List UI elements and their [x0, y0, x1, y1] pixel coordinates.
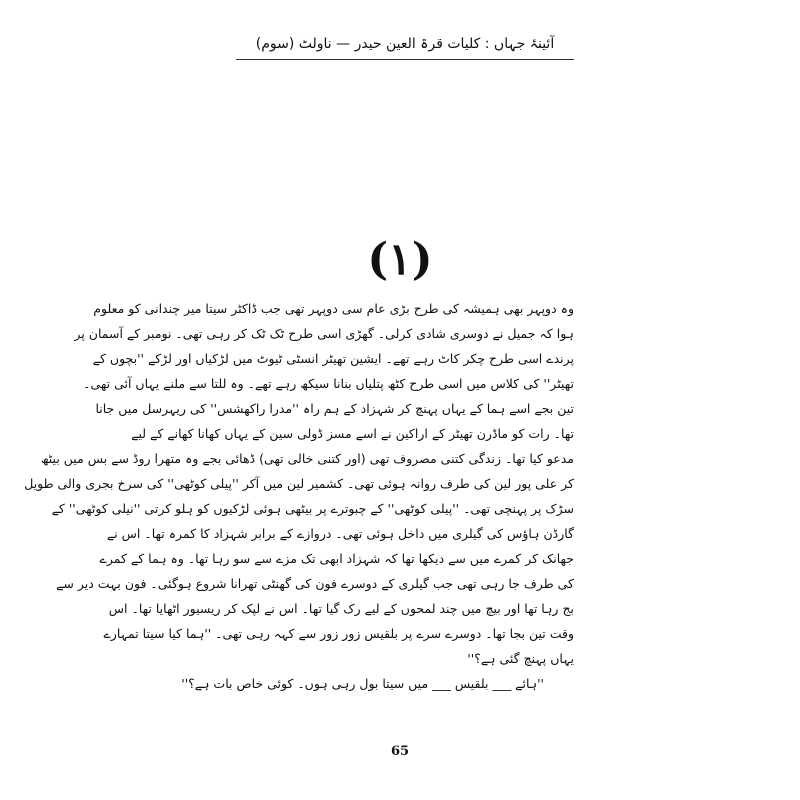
dialogue-line: ''ہائے ___ بلقیس ___ میں سیتا بول رہی ہوں۔ کوئی خاص بات ہے؟'' [181, 676, 544, 691]
running-head: آئینۂ جہاں : کلیات قرۃ العین حیدر — ناولٹ (سوم) [255, 36, 555, 52]
text-line: تھا۔ رات کو ماڈرن تھیٹر کے اراکین نے اسے مسز ڈولی سین کے یہاں کھانا کھانے کے لیے [131, 426, 574, 441]
text-line: مدعو کیا تھا۔ زندگی کتنی مصروف تھی (اور کتنی خالی تھی) ڈھائی بجے وہ متھرا روڈ سے بس میں بیٹھ [40, 451, 574, 466]
text-line: وقت تین بجا تھا۔ دوسرے سرے پر بلقیس زور زور سے کہہ رہی تھی۔ ''ہما کیا سیتا تمہارے [103, 626, 574, 641]
text-line: کر علی پور لین کی طرف روانہ ہوئی تھی۔ کشمیر لین میں آکر ''پیلی کوٹھی'' کی سرخ بجری والی طویل [24, 476, 574, 491]
text-line: پرندے اسی طرح چکر کاٹ رہے تھے۔ ایشین تھیٹر انسٹی ٹیوٹ میں لڑکیاں اور لڑکے ''بچوں کے [92, 351, 574, 366]
text-line: جھانک کر کمرے میں سے دیکھا تھا کہ شہزاد ابھی تک مزے سے سو رہا تھا۔ وہ ہما کے کمرے [99, 551, 574, 566]
text-line: ہوا کہ جمیل نے دوسری شادی کرلی۔ گھڑی اسی طرح ٹک ٹک کر رہی تھی۔ نومبر کے آسمان پر [74, 326, 574, 341]
text-line: وہ دوپہر بھی ہمیشہ کی طرح بڑی عام سی دوپہر تھی جب ڈاکٹر سیتا میر چندانی کو معلوم [93, 301, 574, 316]
text-line: یہاں پہنچ گئی ہے؟'' [467, 651, 574, 666]
text-line: تھیٹر'' کی کلاس میں اسی طرح کٹھ پتلیاں بنانا سیکھ رہے تھے۔ وہ للتا سے ملنے یہاں آئی تھی۔ [83, 376, 574, 391]
text-line: سڑک پر پہنچی تھی۔ ''پیلی کوٹھی'' کے چبوترے پر بیٹھی ہوئی لڑکیوں کو ہلو کرتی ''نیلی کوٹھی'' کے [51, 501, 574, 516]
text-line: تین بجے اسے ہما کے یہاں پہنچ کر شہزاد کے ہم راہ ''مدرا راکھشس'' کی ریہرسل میں جانا [95, 401, 574, 416]
chapter-number: (۱) [367, 234, 433, 285]
text-line: گارڈن ہاؤس کی گیلری میں داخل ہوئی تھی۔ دروازے کے برابر شہزاد کا کمرہ تھا۔ اس نے [106, 526, 574, 541]
body-text [24, 296, 574, 696]
page-number: 65 [390, 744, 410, 759]
text-line: بج رہا تھا اور بیچ میں چند لمحوں کے لیے رک گیا تھا۔ اس نے لپک کر ریسیور اٹھایا تھا۔ اس [108, 601, 574, 616]
header-rule [236, 59, 574, 60]
text-line: کی طرف جا رہی تھی جب گیلری کے دوسرے فون کی گھنٹی تھرانا شروع ہوگئی۔ فون بہت دیر سے [56, 576, 574, 591]
